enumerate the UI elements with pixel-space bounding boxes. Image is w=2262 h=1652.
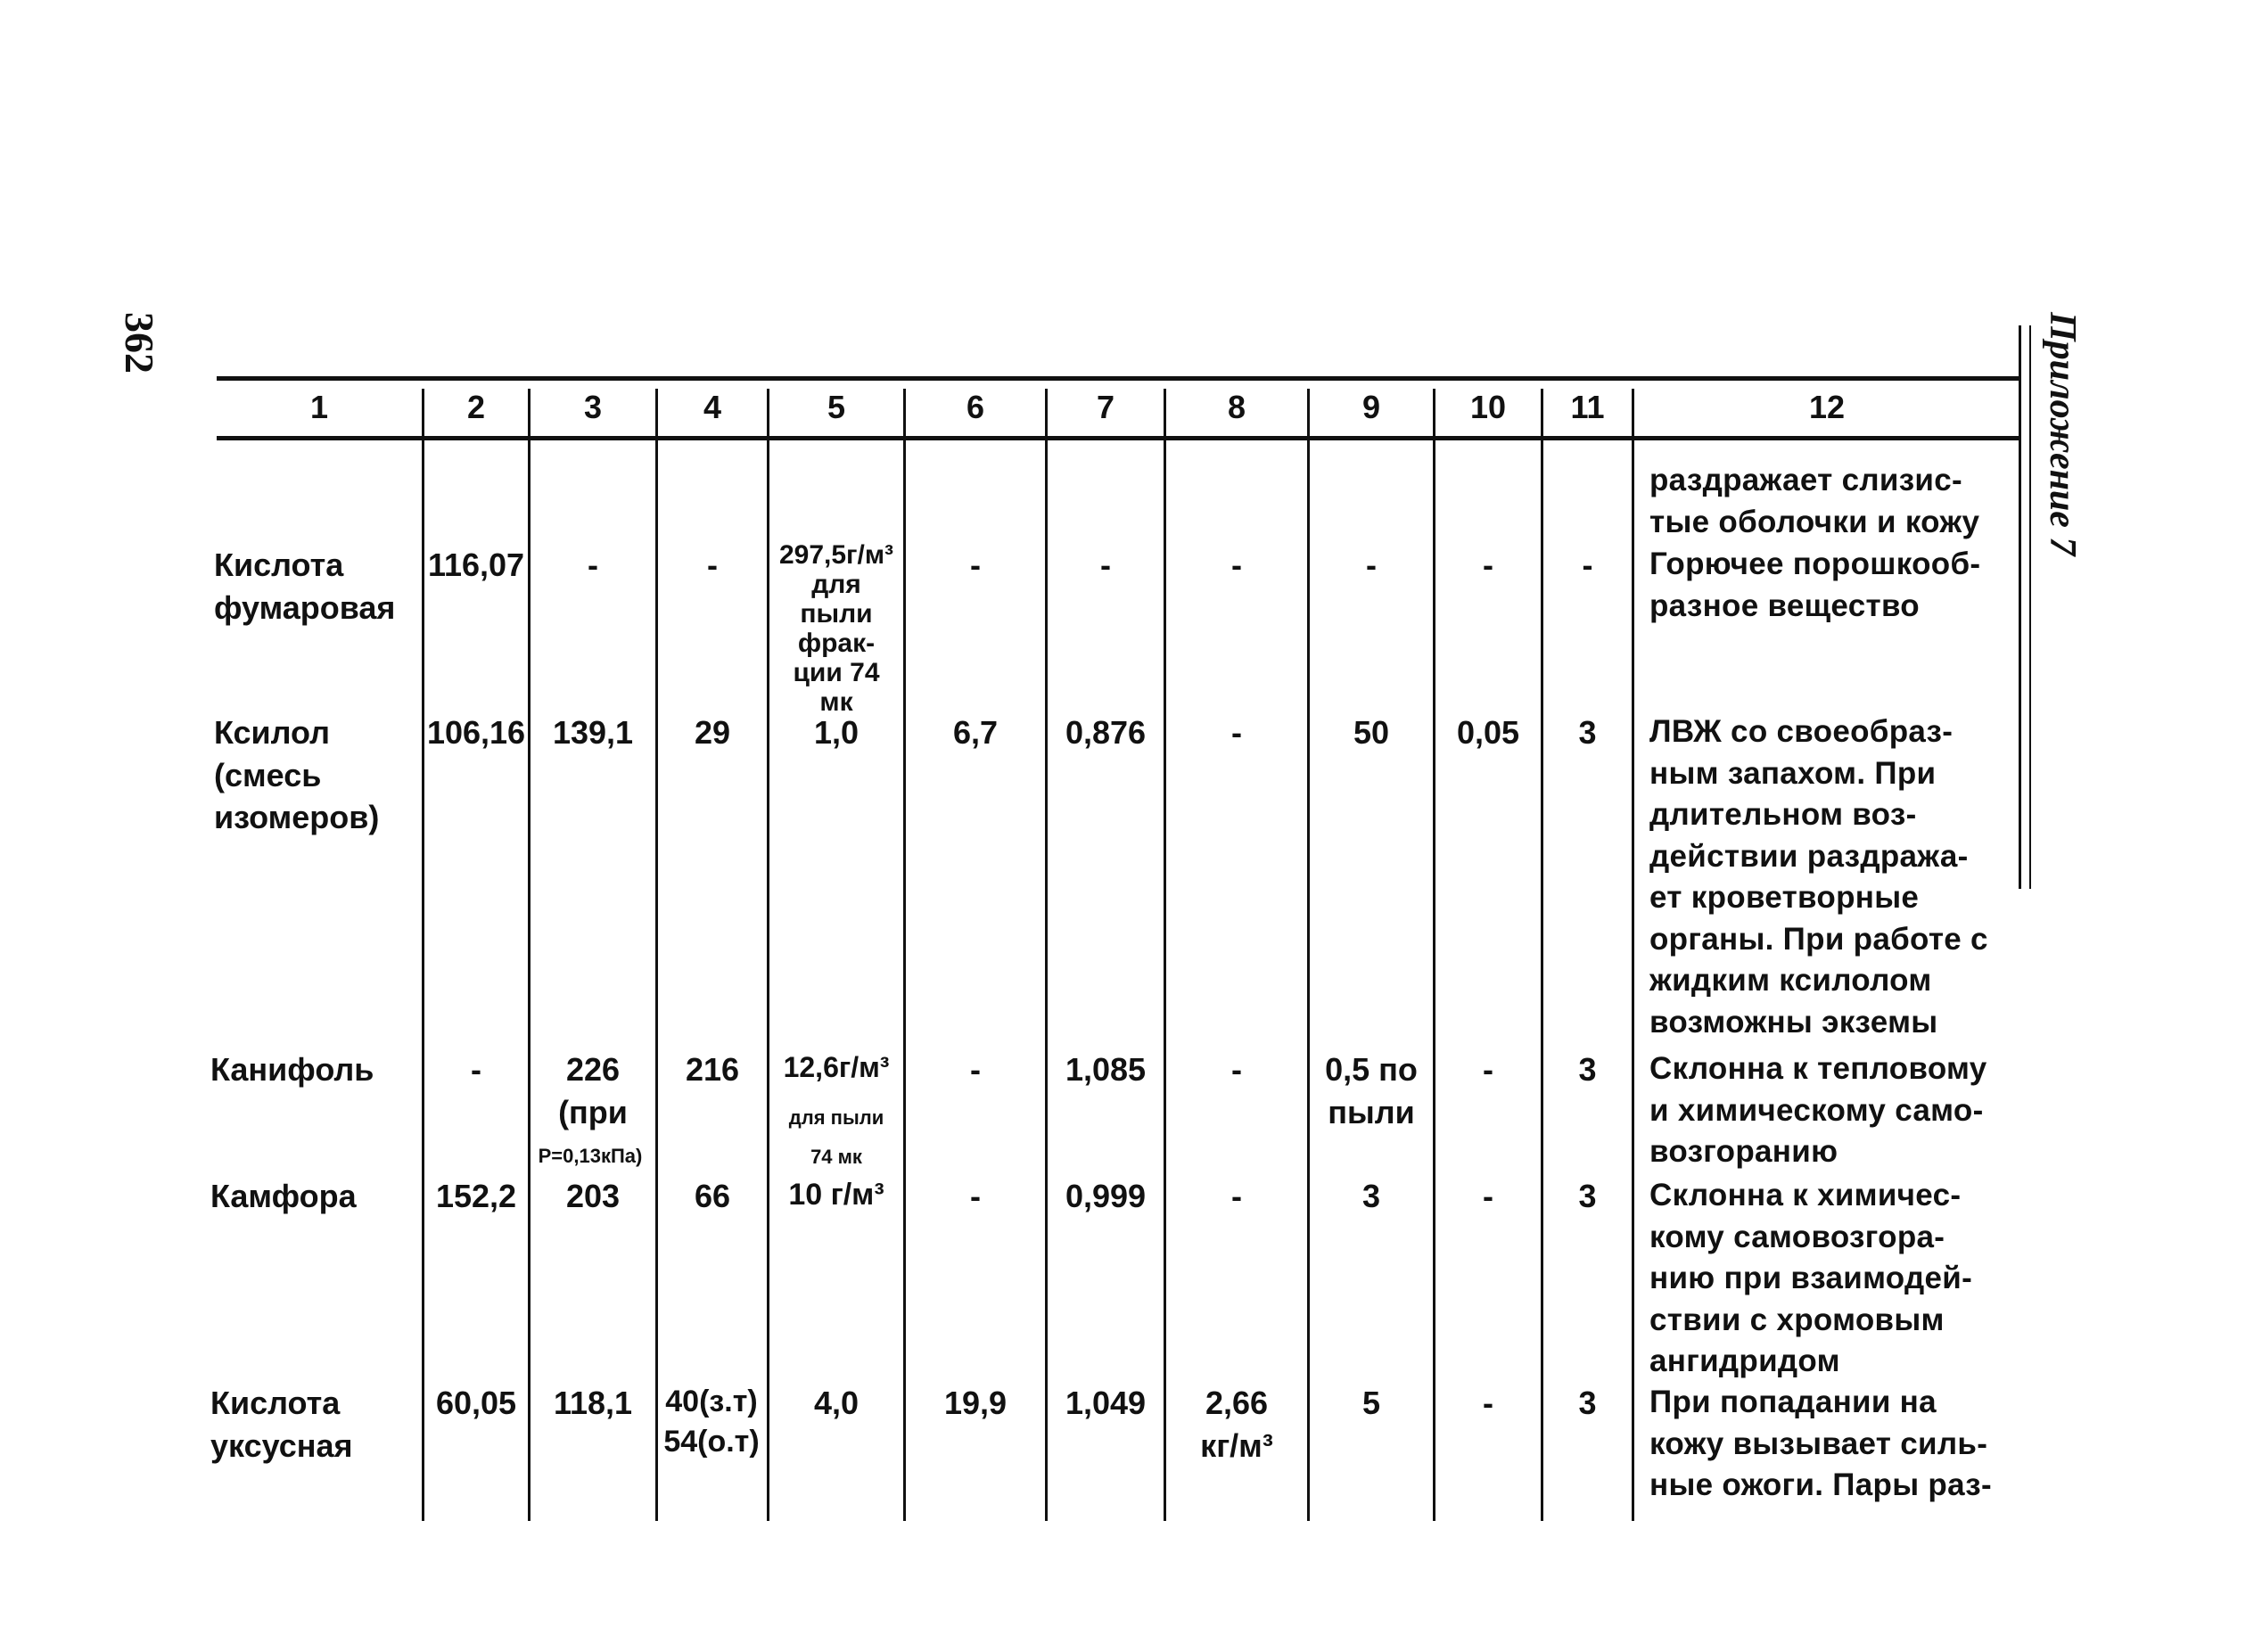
cell-value: - [1231,1051,1242,1088]
cell-value: - [1366,547,1377,583]
cell-value: 3 [1578,1178,1597,1214]
cell-value: - [1231,547,1242,583]
cell-value: 12,6г/м³ [783,1051,890,1083]
substance-name: Кислота уксусная [210,1385,353,1464]
description: Горючее порошкооб- разное вещество [1649,547,1981,623]
cell-value: 66 [694,1178,731,1214]
description: При попадании на кожу вызывает силь- ные ожоги. Пары раз- [1649,1385,1992,1503]
column-header: 2 [466,389,486,425]
cell-value: - [471,1051,481,1088]
substance-name: Ксилол (смесь изомеров) [214,714,380,836]
cell-value: 0,5 по пыли [1325,1051,1418,1130]
cell-value: - [1483,547,1493,583]
column-header: 4 [703,389,722,425]
substance-name: Камфора [210,1178,357,1214]
cell-value: 216 [685,1051,740,1088]
column-header: 7 [1096,389,1115,425]
cell-note: P=0,13кПа) [538,1145,643,1167]
description: ЛВЖ со своеобраз- ным запахом. При длительном воз- действии раздража- ет кроветворные органы. При работе с жидким ксилолом возможны экземы [1649,714,1988,1040]
description: Склонна к химичес- кому самовозгора- нию при взаимодей- ствии с хромовым ангидридом [1649,1178,1973,1379]
column-header: 9 [1361,389,1381,425]
cell-value: 3 [1578,1385,1597,1421]
page-number: 362 [117,312,162,374]
cell-value: 1,049 [1065,1385,1147,1421]
cell-value: 0,05 [1456,714,1520,751]
cell-value: - [970,1051,981,1088]
cell-value: 19,9 [943,1385,1008,1421]
cell-value: 50 [1353,714,1390,751]
cell-value: 3 [1361,1178,1381,1214]
cell-value: 116,07 [427,547,525,583]
column-header: 6 [966,389,985,425]
cell-value: - [1483,1051,1493,1088]
cell-value: - [1483,1178,1493,1214]
cell-value: 40(з.т) 54(о.т) [663,1385,760,1459]
cell-value: 106,16 [426,714,526,751]
column-header: 1 [309,389,329,425]
column-header: 5 [827,389,846,425]
cell-value: 297,5г/м³ для пыли фрак- ции 74 мк [778,540,894,717]
cell-value: - [1231,1178,1242,1214]
table-top-rule [217,376,2019,381]
column-header: 3 [583,389,603,425]
cell-value: 10 г/м³ [788,1178,884,1212]
cell-value: 5 [1361,1385,1381,1421]
cell-value: 226 (при [558,1051,628,1130]
cell-value: 60,05 [435,1385,517,1421]
cell-value: 152,2 [435,1178,517,1214]
cell-value: 2,66 кг/м³ [1200,1385,1273,1464]
substance-name: Кислота фумаровая [214,547,396,626]
cell-value: 1,085 [1065,1051,1147,1088]
cell-value: - [1231,714,1242,751]
column-header: 11 [1570,389,1605,425]
column-header: 12 [1808,389,1846,425]
cell-value: 139,1 [552,714,634,751]
cell-value: - [707,547,718,583]
cell-value: - [1100,547,1111,583]
appendix-label: Приложение 7 [2042,312,2083,556]
cell-value: 118,1 [553,1385,633,1421]
cell-value: 0,876 [1065,714,1147,751]
cell-value: 29 [694,714,731,751]
column-header: 10 [1469,389,1507,425]
appendix-rule [2029,325,2031,889]
continuation-description: раздражает слизис- тые оболочки и кожу [1649,463,1980,539]
cell-note: для пыли 74 мк [788,1106,884,1168]
cell-value: 0,999 [1065,1178,1147,1214]
column-divider [1632,389,1634,1521]
cell-value: 6,7 [952,714,999,751]
cell-value: 203 [565,1178,621,1214]
cell-value: - [588,547,598,583]
cell-value: - [1582,547,1593,583]
cell-value: - [1483,1385,1493,1421]
substance-name: Канифоль [210,1051,374,1088]
cell-value: 1,0 [813,714,860,751]
cell-value: 3 [1578,714,1597,751]
cell-value: - [970,547,981,583]
description: Склонна к тепловому и химическому само- возгоранию [1649,1051,1987,1170]
cell-value: - [970,1178,981,1214]
header-bottom-rule [217,436,2019,440]
cell-value: 3 [1578,1051,1597,1088]
column-header: 8 [1227,389,1246,425]
cell-value: 4,0 [813,1385,860,1421]
